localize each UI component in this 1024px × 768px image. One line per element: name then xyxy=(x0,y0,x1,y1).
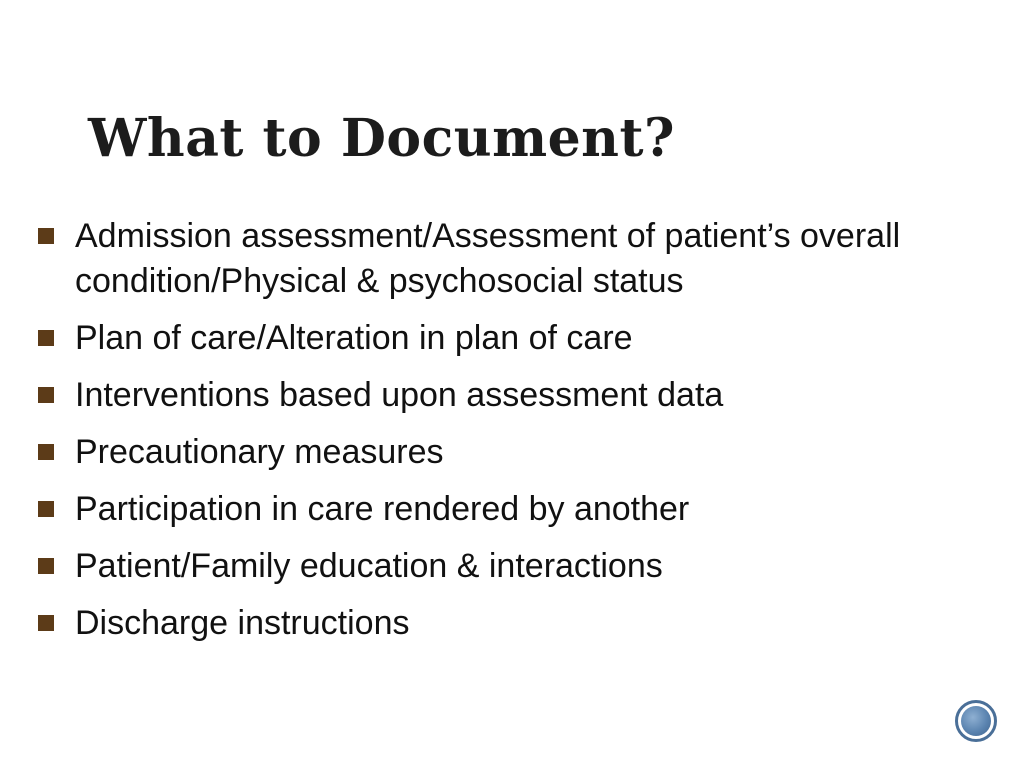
bullet-text: Plan of care/Alteration in plan of care xyxy=(75,319,633,357)
square-bullet-icon xyxy=(38,444,54,460)
bullet-text: Patient/Family education & interactions xyxy=(75,547,663,585)
list-item xyxy=(38,544,978,589)
list-item xyxy=(38,601,978,646)
slide-title: What to Document? xyxy=(88,108,675,169)
slide-nav-button[interactable] xyxy=(955,700,997,742)
bullet-text: Interventions based upon assessment data xyxy=(75,376,724,414)
square-bullet-icon xyxy=(38,558,54,574)
list-item xyxy=(38,487,978,532)
square-bullet-icon xyxy=(38,330,54,346)
bullet-text: Admission assessment/Assessment of patient’s overall condition/Physical & psychosocial status xyxy=(75,217,901,300)
circle-nav-icon xyxy=(961,706,991,736)
square-bullet-icon xyxy=(38,501,54,517)
list-item xyxy=(38,373,978,418)
bullet-text: Precautionary measures xyxy=(75,433,444,471)
list-item xyxy=(38,316,978,361)
square-bullet-icon xyxy=(38,387,54,403)
bullet-text: Discharge instructions xyxy=(75,604,410,642)
list-item xyxy=(38,430,978,475)
square-bullet-icon xyxy=(38,615,54,631)
bullet-text: Participation in care rendered by another xyxy=(75,490,690,528)
list-item xyxy=(38,214,978,304)
square-bullet-icon xyxy=(38,228,54,244)
bullet-list xyxy=(38,214,978,658)
